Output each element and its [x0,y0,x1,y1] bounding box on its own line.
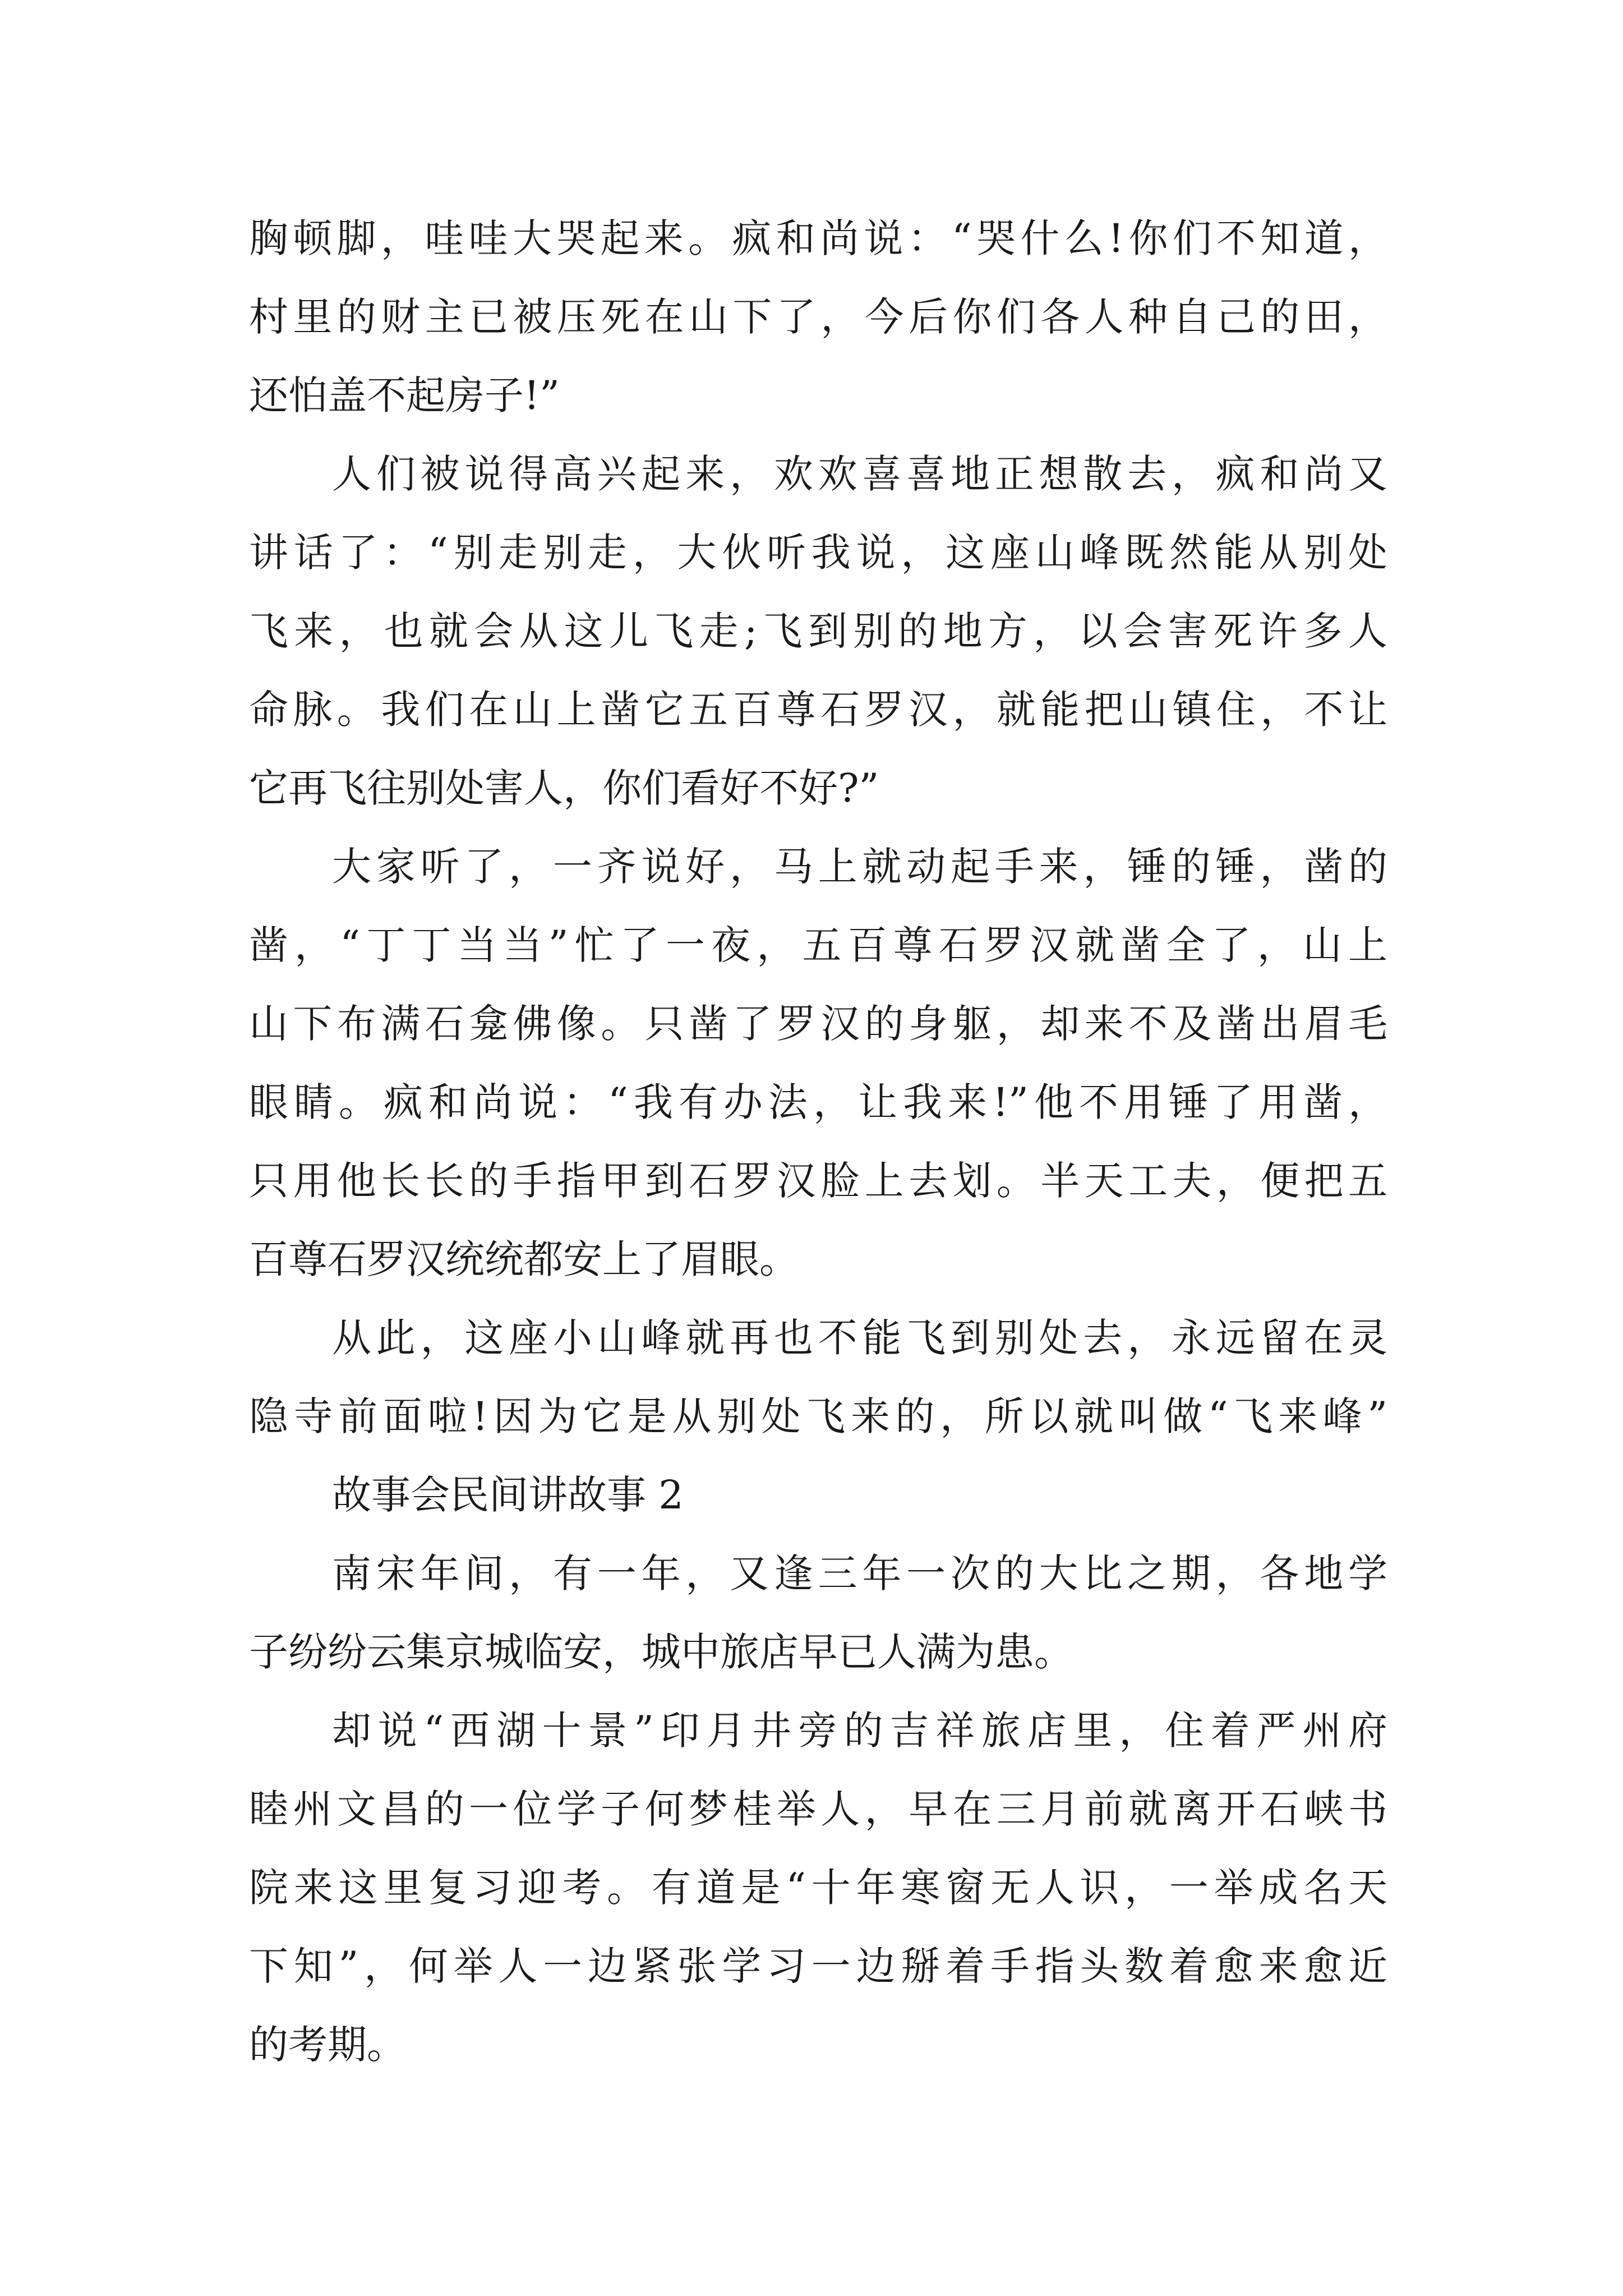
text-line: 下知”，何举人一边紧张学习一边掰着手指头数着愈来愈近 [249,1943,1387,1989]
text-line: 的考期。 [249,2022,406,2068]
text-line: 南宋年间，有一年，又逢三年一次的大比之期，各地学 [332,1550,1387,1596]
text-line: 讲话了：“别走别走，大伙听我说，这座山峰既然能从别处 [249,530,1387,576]
text-line: 胸顿脚，哇哇大哭起来。疯和尚说：“哭什么!你们不知道， [249,215,1387,261]
text-line: 百尊石罗汉统统都安上了眉眼。 [249,1236,799,1282]
text-line: 隐寺前面啦!因为它是从别处飞来的，所以就叫做“飞来峰” [249,1393,1387,1439]
text-line: 山下布满石龛佛像。只凿了罗汉的身躯，却来不及凿出眉毛 [249,1001,1387,1047]
text-line: 飞来，也就会从这儿飞走;飞到别的地方，以会害死许多人 [249,608,1387,654]
text-line: 只用他长长的手指甲到石罗汉脸上去划。半天工夫，便把五 [249,1158,1387,1204]
document-body [249,199,1387,2084]
text-line: 院来这里复习迎考。有道是“十年寒窗无人识，一举成名天 [249,1865,1387,1911]
text-line: 它再飞往别处害人，你们看好不好?” [249,765,879,811]
text-line: 人们被说得高兴起来，欢欢喜喜地正想散去，疯和尚又 [332,451,1387,497]
text-line: 从此，这座小山峰就再也不能飞到别处去，永远留在灵 [332,1315,1387,1361]
text-line: 命脉。我们在山上凿它五百尊石罗汉，就能把山镇住，不让 [249,687,1387,733]
text-line: 凿，“丁丁当当”忙了一夜，五百尊石罗汉就凿全了，山上 [249,922,1387,968]
text-line: 还怕盖不起房子!” [249,372,560,418]
text-line: 村里的财主已被压死在山下了，今后你们各人种自己的田， [249,294,1387,340]
text-line: 故事会民间讲故事 2 [332,1472,684,1518]
text-line: 睦州文昌的一位学子何梦桂举人，早在三月前就离开石峡书 [249,1786,1387,1832]
text-line: 眼睛。疯和尚说：“我有办法，让我来!”他不用锤了用凿， [249,1079,1387,1125]
text-line: 却说“西湖十景”印月井旁的吉祥旅店里，住着严州府 [332,1708,1387,1754]
text-line: 子纷纷云集京城临安，城中旅店早已人满为患。 [249,1629,1073,1675]
text-line: 大家听了，一齐说好，马上就动起手来，锤的锤，凿的 [332,844,1387,890]
